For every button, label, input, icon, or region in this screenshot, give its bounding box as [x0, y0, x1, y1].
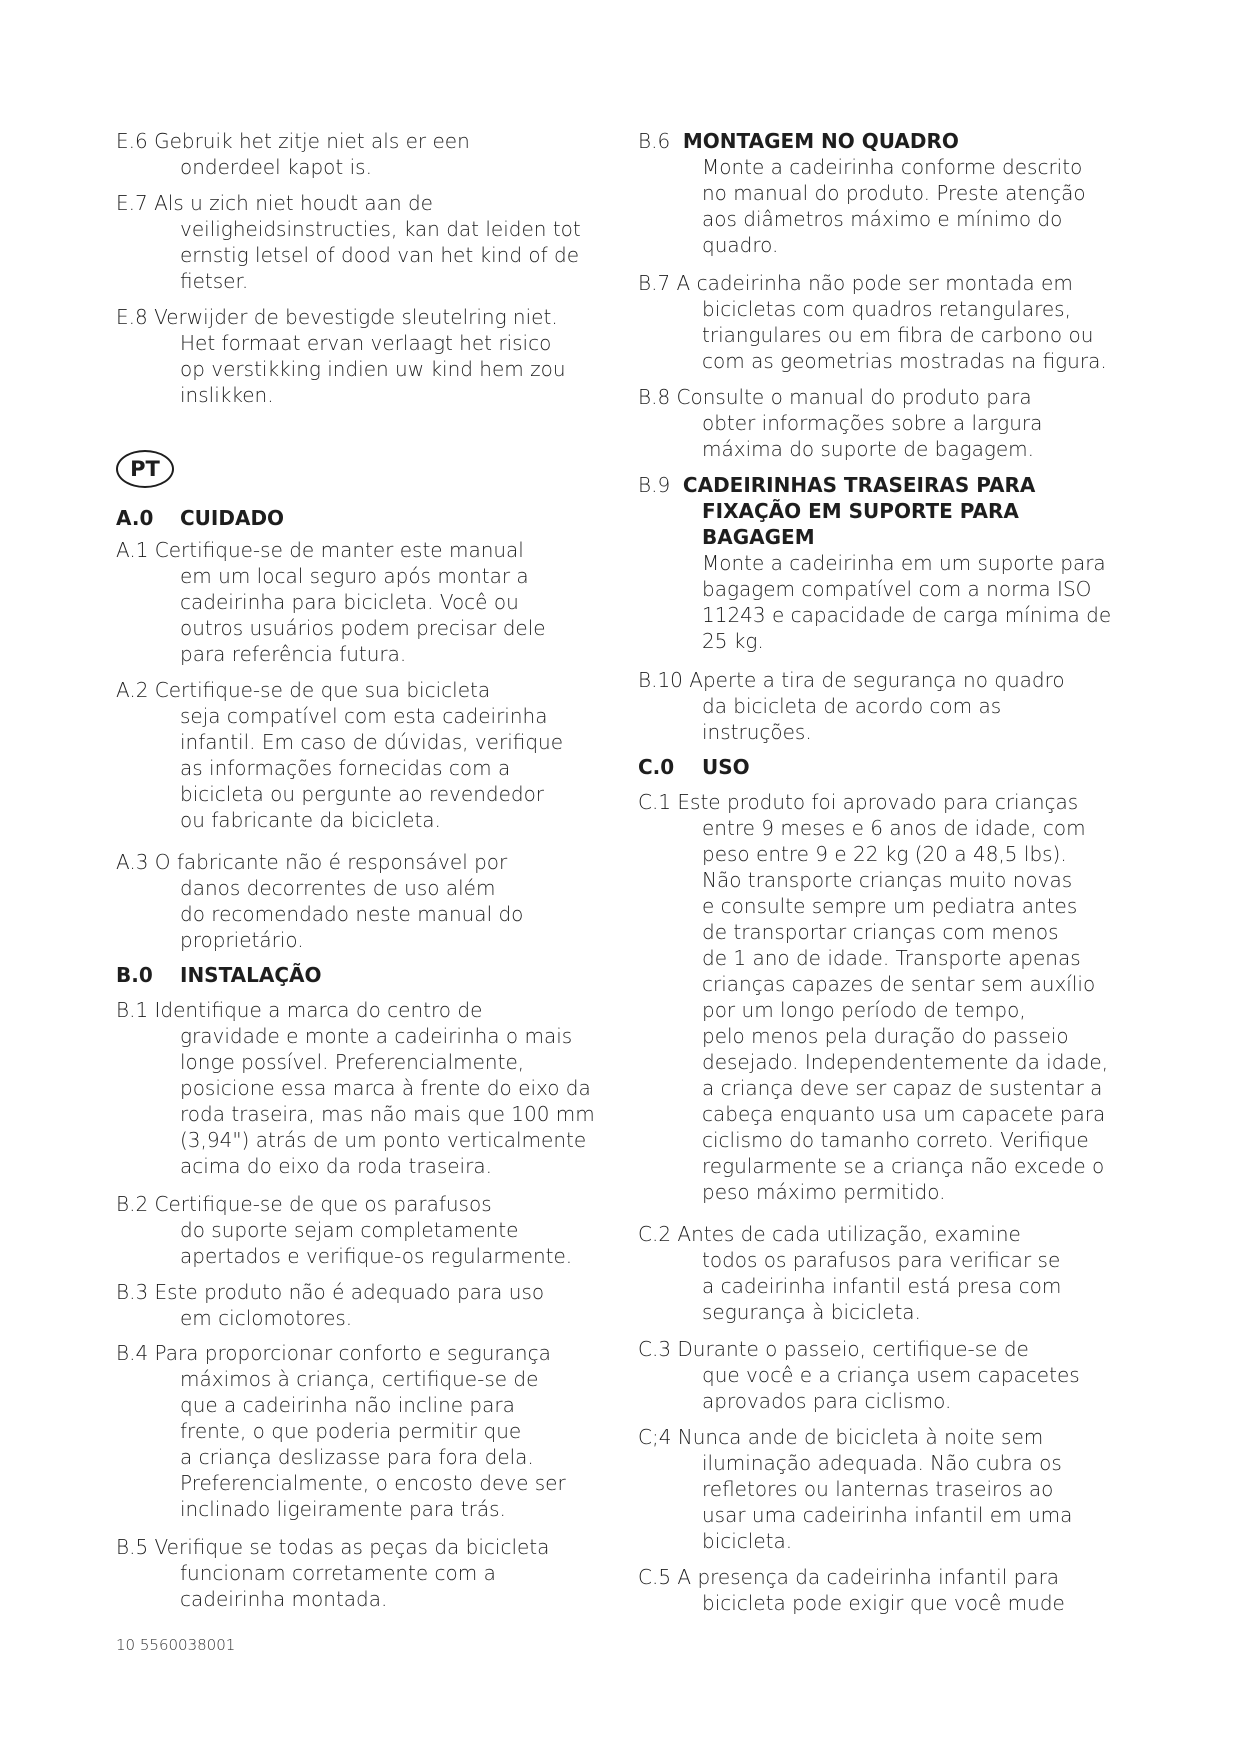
- item-b8-line: B.8 Consulte o manual do produto para: [638, 385, 1032, 409]
- item-a3-line: do recomendado neste manual do: [180, 902, 524, 926]
- item-c2: [638, 1221, 1061, 1325]
- item-b3: [116, 1279, 544, 1331]
- item-a2-line: ou fabricante da bicicleta.: [180, 808, 441, 832]
- item-c1-line: pelo menos pela duração do passeio: [702, 1024, 1069, 1048]
- item-c1-line: de 1 ano de idade. Transporte apenas: [702, 946, 1081, 970]
- item-b5: [116, 1534, 549, 1612]
- item-c2-line: C.2 Antes de cada utilização, examine: [638, 1222, 1021, 1246]
- item-b10-line: da bicicleta de acordo com as: [702, 694, 1002, 718]
- item-c3-line: C.3 Durante o passeio, certifique-se de: [638, 1337, 1029, 1361]
- item-b1-line: (3,94") atrás de um ponto verticalmente: [180, 1128, 587, 1152]
- item-c4-line: usar uma cadeirinha infantil em uma: [702, 1503, 1073, 1527]
- item-b4-line: B.4 Para proporcionar conforto e segurança: [116, 1341, 551, 1365]
- item-a3-line: danos decorrentes de uso além: [180, 876, 496, 900]
- item-e8-line: op verstikking indien uw kind hem zou: [180, 357, 566, 381]
- item-c4-line: C;4 Nunca ande de bicicleta à noite sem: [638, 1425, 1044, 1449]
- item-c1-line: por um longo período de tempo,: [702, 998, 1026, 1022]
- item-b6-line: Monte a cadeirinha conforme descrito: [702, 155, 1083, 179]
- item-b2-line: B.2 Certifique-se de que os parafusos: [116, 1192, 492, 1216]
- item-b3-line: B.3 Este produto não é adequado para uso: [116, 1280, 545, 1304]
- item-a2-line: bicicleta ou pergunte ao revendedor: [180, 782, 545, 806]
- item-c5-line: C.5 A presença da cadeirinha infantil para: [638, 1565, 1060, 1589]
- item-c1-line: e consulte sempre um pediatra antes: [702, 894, 1078, 918]
- item-a3-line: A.3 O fabricante não é responsável por: [116, 850, 508, 874]
- item-b6-line: no manual do produto. Preste atenção: [702, 181, 1086, 205]
- item-b2: [116, 1191, 572, 1269]
- item-a2-line: as informações fornecidas com a: [180, 756, 511, 780]
- item-e8-line: inslikken.: [180, 383, 274, 407]
- item-b10-line: instruções.: [702, 720, 812, 744]
- item-e6-line: E.6 Gebruik het zitje niet als er een: [116, 129, 470, 153]
- item-a1-line: outros usuários podem precisar dele: [180, 616, 546, 640]
- item-c1: [638, 789, 1108, 1205]
- item-b4-line: que a cadeirinha não incline para: [180, 1393, 515, 1417]
- section-number: A.0: [116, 506, 154, 530]
- item-b1-line: posicione essa marca à frente do eixo da: [180, 1076, 591, 1100]
- section-title: INSTALAÇÃO: [180, 963, 322, 987]
- section-heading-a0: [116, 505, 284, 531]
- item-b5-line: cadeirinha montada.: [180, 1587, 388, 1611]
- item-e6-line: onderdeel kapot is.: [180, 155, 372, 179]
- item-b4-line: inclinado ligeiramente para trás.: [180, 1497, 506, 1521]
- item-a2-line: seja compatível com esta cadeirinha: [180, 704, 548, 728]
- item-c4: [638, 1424, 1072, 1554]
- item-b1-line: B.1 Identifique a marca do centro de: [116, 998, 483, 1022]
- item-c2-line: a cadeirinha infantil está presa com: [702, 1274, 1062, 1298]
- item-b6: [638, 128, 1086, 258]
- item-b1-line: gravidade e monte a cadeirinha o mais: [180, 1024, 573, 1048]
- item-c4-line: bicicleta.: [702, 1529, 793, 1553]
- item-c4-line: refletores ou lanternas traseiros ao: [702, 1477, 1054, 1501]
- item-c3-line: que você e a criança usem capacetes: [702, 1363, 1080, 1387]
- item-title: CADEIRINHAS TRASEIRAS PARA: [682, 473, 1036, 497]
- item-b9-title-line: FIXAÇÃO EM SUPORTE PARA: [702, 499, 1019, 523]
- item-c3-line: aprovados para ciclismo.: [702, 1389, 952, 1413]
- item-c1-line: crianças capazes de sentar sem auxílio: [702, 972, 1096, 996]
- item-b7-line: triangulares ou em fibra de carbono ou: [702, 323, 1094, 347]
- item-a3: [116, 849, 523, 953]
- item-b7-line: B.7 A cadeirinha não pode ser montada em: [638, 271, 1073, 295]
- item-b5-line: funcionam corretamente com a: [180, 1561, 496, 1585]
- item-e7-line: ernstig letsel of dood van het kind of de: [180, 243, 580, 267]
- item-b9: [638, 472, 1111, 654]
- item-number: B.9: [638, 473, 671, 497]
- item-e8: [116, 304, 566, 408]
- item-b7-line: com as geometrias mostradas na figura.: [702, 349, 1107, 373]
- item-b4-line: máximos à criança, certifique-se de: [180, 1367, 539, 1391]
- item-c1-line: peso entre 9 e 22 kg (20 a 48,5 lbs).: [702, 842, 1067, 866]
- item-a2: [116, 677, 563, 833]
- item-b2-line: apertados e verifique-os regularmente.: [180, 1244, 573, 1268]
- item-c2-line: todos os parafusos para verificar se: [702, 1248, 1061, 1272]
- section-title: USO: [702, 755, 750, 779]
- item-c1-line: de transportar crianças com menos: [702, 920, 1059, 944]
- item-c1-line: peso máximo permitido.: [702, 1180, 946, 1204]
- item-b1-line: longe possível. Preferencialmente,: [180, 1050, 525, 1074]
- item-c2-line: segurança à bicicleta.: [702, 1300, 921, 1324]
- item-b1-line: acima do eixo da roda traseira.: [180, 1154, 492, 1178]
- item-b10: [638, 667, 1065, 745]
- section-heading-c0: [638, 754, 750, 780]
- item-a3-line: proprietário.: [180, 928, 304, 952]
- item-b7-line: bicicletas com quadros retangulares,: [702, 297, 1071, 321]
- item-e7: [116, 190, 581, 294]
- item-b9-line: 11243 e capacidade de carga mínima de: [702, 603, 1112, 627]
- item-b3-line: em ciclomotores.: [180, 1306, 353, 1330]
- language-badge-pt: PT: [116, 450, 174, 488]
- item-c1-line: ciclismo do tamanho correto. Verifique: [702, 1128, 1089, 1152]
- item-e8-line: Het formaat ervan verlaagt het risico: [180, 331, 552, 355]
- item-a1-line: cadeirinha para bicicleta. Você ou: [180, 590, 519, 614]
- item-b6-line: aos diâmetros máximo e mínimo do: [702, 207, 1063, 231]
- item-a1: [116, 537, 546, 667]
- item-e7-line: E.7 Als u zich niet houdt aan de: [116, 191, 433, 215]
- item-c5: [638, 1564, 1065, 1616]
- item-b9-line: 25 kg.: [702, 629, 764, 653]
- item-c1-line: C.1 Este produto foi aprovado para crianças: [638, 790, 1079, 814]
- item-title: MONTAGEM NO QUADRO: [682, 129, 959, 153]
- item-c1-line: desejado. Independentemente da idade,: [702, 1050, 1109, 1074]
- section-heading-b0: [116, 962, 322, 988]
- item-c3: [638, 1336, 1080, 1414]
- item-a1-line: A.1 Certifique-se de manter este manual: [116, 538, 524, 562]
- item-b5-line: B.5 Verifique se todas as peças da bicicleta: [116, 1535, 550, 1559]
- page-footer: 10 5560038001: [116, 1636, 236, 1654]
- item-c1-line: regularmente se a criança não excede o: [702, 1154, 1105, 1178]
- item-b6-line: quadro.: [702, 233, 779, 257]
- item-b4-line: Preferencialmente, o encosto deve ser: [180, 1471, 566, 1495]
- item-e7-line: veiligheidsinstructies, kan dat leiden tot: [180, 217, 581, 241]
- item-a1-line: em um local seguro após montar a: [180, 564, 529, 588]
- item-c1-line: cabeça enquanto usa um capacete para: [702, 1102, 1106, 1126]
- item-c4-line: iluminação adequada. Não cubra os: [702, 1451, 1062, 1475]
- item-e8-line: E.8 Verwijder de bevestigde sleutelring niet.: [116, 305, 558, 329]
- item-b10-line: B.10 Aperte a tira de segurança no quadro: [638, 668, 1065, 692]
- item-a1-line: para referência futura.: [180, 642, 407, 666]
- section-title: CUIDADO: [180, 506, 285, 530]
- item-c1-line: Não transporte crianças muito novas: [702, 868, 1073, 892]
- item-a2-line: A.2 Certifique-se de que sua bicicleta: [116, 678, 491, 702]
- item-b9-line: Monte a cadeirinha em um suporte para: [702, 551, 1106, 575]
- item-b4-line: frente, o que poderia permitir que: [180, 1419, 522, 1443]
- item-b4: [116, 1340, 566, 1522]
- item-number: B.6: [638, 129, 671, 153]
- item-b9-heading: [638, 472, 1111, 498]
- item-b1: [116, 997, 595, 1179]
- section-number: B.0: [116, 963, 153, 987]
- item-b8: [638, 384, 1042, 462]
- item-e7-line: fietser.: [180, 269, 249, 293]
- item-b2-line: do suporte sejam completamente: [180, 1218, 519, 1242]
- item-b8-line: máxima do suporte de bagagem.: [702, 437, 1034, 461]
- item-a2-line: infantil. Em caso de dúvidas, verifique: [180, 730, 564, 754]
- item-b6-heading: [638, 128, 1086, 154]
- item-b9-line: bagagem compatível com a norma ISO: [702, 577, 1092, 601]
- item-c1-line: entre 9 meses e 6 anos de idade, com: [702, 816, 1086, 840]
- item-b4-line: a criança deslizasse para fora dela.: [180, 1445, 534, 1469]
- item-b8-line: obter informações sobre a largura: [702, 411, 1043, 435]
- item-b9-title-line: BAGAGEM: [702, 525, 815, 549]
- item-c1-line: a criança deve ser capaz de sustentar a: [702, 1076, 1103, 1100]
- item-b7: [638, 270, 1107, 374]
- item-b1-line: roda traseira, mas não mais que 100 mm: [180, 1102, 595, 1126]
- item-c5-line: bicicleta pode exigir que você mude: [702, 1591, 1065, 1615]
- item-e6: [116, 128, 470, 180]
- section-number: C.0: [638, 755, 675, 779]
